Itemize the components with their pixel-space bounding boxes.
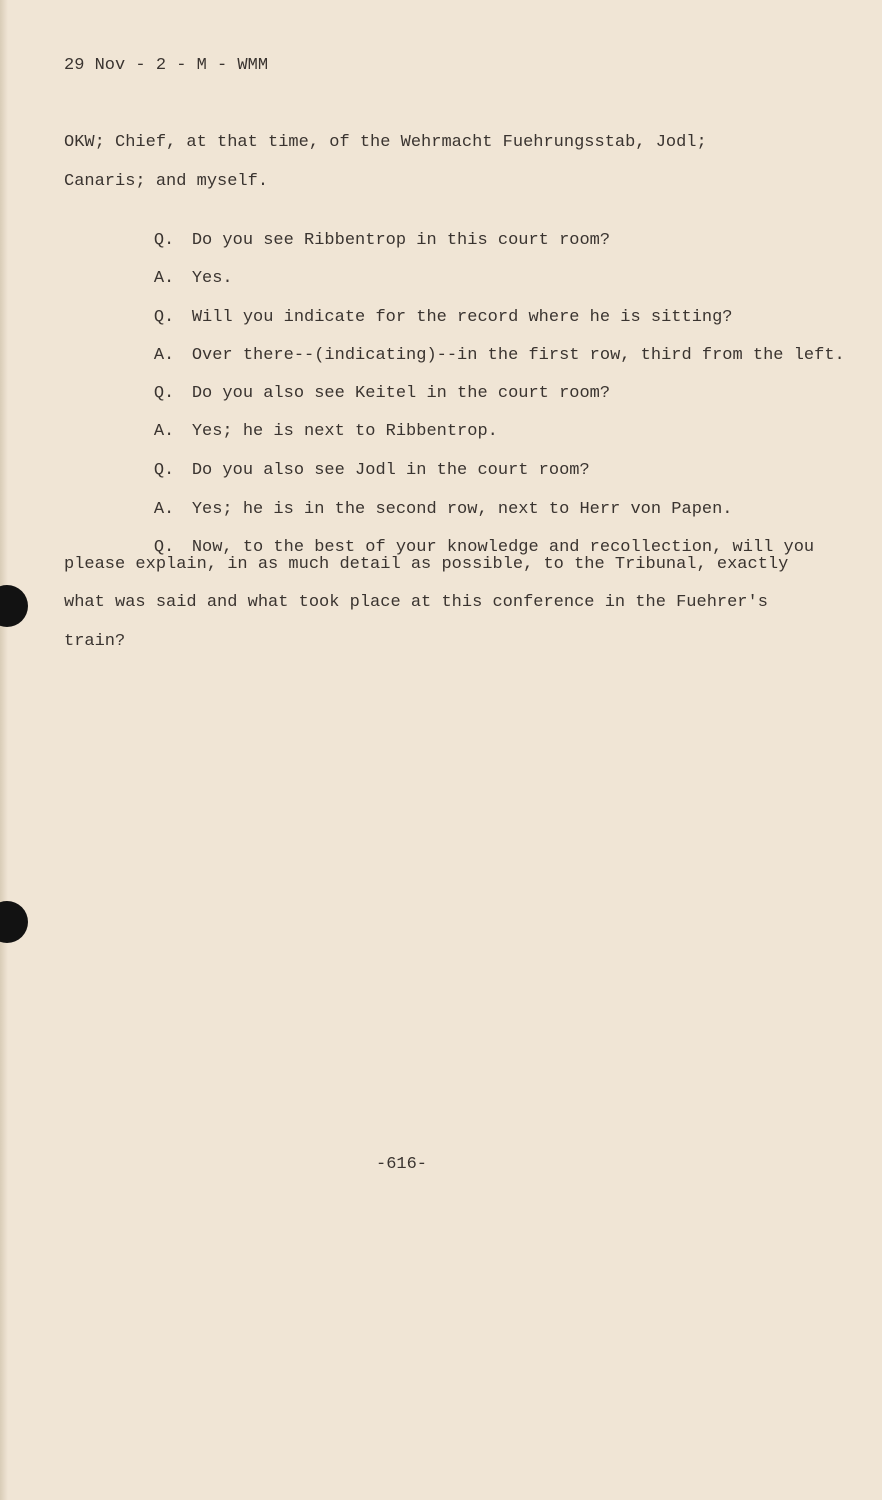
qa-text: Yes; he is next to Ribbentrop. [191, 422, 498, 441]
qa-text: Over there--(indicating)--in the first row, third from the left. [191, 346, 845, 365]
qa-text: Do you see Ribbentrop in this court room? [191, 231, 611, 250]
text-line: Canaris; and myself. [64, 172, 269, 191]
punch-hole [0, 585, 28, 627]
page-number: -616- [376, 1155, 428, 1174]
qa-tag: A. [153, 500, 175, 519]
punch-hole [0, 901, 28, 943]
text-line: please explain, in as much detail as possible, to the Tribunal, exactly [64, 555, 789, 574]
paper-edge [0, 0, 8, 1500]
qa-text: Now, to the best of your knowledge and recollection, will you [191, 538, 815, 557]
qa-tag: A. [153, 422, 175, 441]
qa-tag: Q. [153, 538, 175, 557]
page-header: 29 Nov - 2 - M - WMM [64, 56, 269, 75]
qa-text: Yes. [191, 269, 233, 288]
qa-tag: Q. [153, 384, 175, 403]
qa-tag: A. [153, 346, 175, 365]
qa-text: Will you indicate for the record where he is sitting? [191, 308, 733, 327]
text-line: train? [64, 632, 126, 651]
text-line: OKW; Chief, at that time, of the Wehrmacht Fuehrungsstab, Jodl; [64, 133, 707, 152]
qa-tag: Q. [153, 308, 175, 327]
qa-text: Yes; he is in the second row, next to Herr von Papen. [191, 500, 733, 519]
qa-text: Do you also see Jodl in the court room? [191, 461, 590, 480]
qa-tag: Q. [153, 231, 175, 250]
qa-tag: Q. [153, 461, 175, 480]
qa-text: Do you also see Keitel in the court room? [191, 384, 611, 403]
text-line: what was said and what took place at this conference in the Fuehrer's [64, 593, 768, 612]
qa-tag: A. [153, 269, 175, 288]
